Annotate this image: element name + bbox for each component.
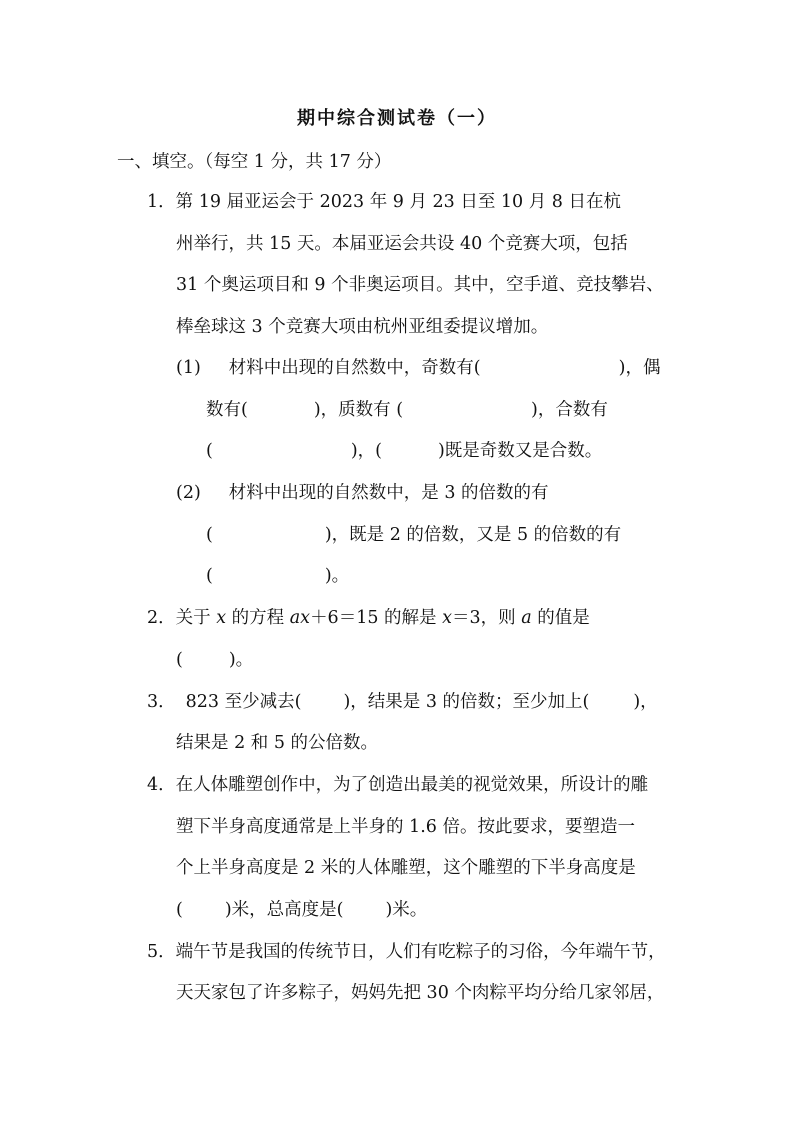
q1-sub1-text-b: )，偶 <box>618 358 661 378</box>
q4-l4-c: )米。 <box>385 900 428 920</box>
q1-sub2-label: (2) <box>176 483 201 503</box>
q1-sub2-line3 <box>206 564 349 588</box>
q3-part-b: )，结果是 3 的倍数；至少加上( <box>343 692 590 712</box>
q1-sub2-line1 <box>176 481 549 505</box>
q2-mid1: 的方程 <box>231 608 285 628</box>
q2-solution-x: x <box>442 608 452 628</box>
q2-number: 2． <box>147 608 176 628</box>
q5-line2: 天天家包了许多粽子，妈妈先把 30 个肉粽平均分给几家邻居， <box>176 983 665 1003</box>
q1-sub2-l2-a: ( <box>206 525 213 545</box>
q3-line1 <box>147 690 658 714</box>
q1-sub2-line2 <box>206 523 621 547</box>
q3-part-c: )， <box>633 692 658 712</box>
q1-line2: 州举行，共 15 天。本届亚运会共设 40 个竞赛大项，包括 <box>176 234 628 254</box>
q2-mid2: 的解是 <box>384 608 437 628</box>
q2-solution-rest: ＝3，则 <box>452 608 516 628</box>
q1-text-line1: 第 19 届亚运会于 2023 年 9 月 23 日至 10 月 8 日在杭 <box>175 192 622 212</box>
q1-sub2-text-a: 材料中出现的自然数中，是 3 的倍数的有 <box>228 483 549 503</box>
q4-line1 <box>147 773 648 797</box>
q1-sub2-l3-a: ( <box>206 566 213 586</box>
q1-sub1-label: (1) <box>176 358 201 378</box>
q1-sub1-text-a: 材料中出现的自然数中，奇数有( <box>228 358 481 378</box>
q1-line4: 棒垒球这 3 个竞赛大项由杭州亚组委提议增加。 <box>176 317 549 337</box>
q5-line1 <box>147 940 666 964</box>
q1-sub1-l2-c: )，合数有 <box>531 400 608 420</box>
q1-sub1-l2-b: )，质数有 ( <box>313 400 404 420</box>
q3-line2: 结果是 2 和 5 的公倍数。 <box>176 733 379 753</box>
q4-l4-b: )米，总高度是( <box>224 900 344 920</box>
q1-sub1-line3 <box>206 439 602 463</box>
page-title: 期中综合测试卷（一） <box>297 108 497 129</box>
q3-part-a: 823 至少减去( <box>185 692 302 712</box>
q2-l2-b: )。 <box>228 650 254 670</box>
q1-sub1-line1 <box>176 356 660 380</box>
q2-line2 <box>176 648 253 672</box>
q5-text-line1: 端午节是我国的传统节日，人们有吃粽子的习俗，今年端午节， <box>175 942 666 962</box>
q4-line2: 塑下半身高度通常是上半身的 1.6 倍。按此要求，要塑造一 <box>176 817 635 837</box>
q1-sub1-l3-a: ( <box>206 441 213 461</box>
q1-line1 <box>147 190 621 214</box>
q4-line3: 个上半身高度是 2 米的人体雕塑，这个雕塑的下半身高度是 <box>176 858 636 878</box>
q1-number: 1． <box>147 192 176 212</box>
q2-l2-a: ( <box>176 650 183 670</box>
q2-equation-rest: ＋6＝15 <box>310 608 379 628</box>
q4-l4-a: ( <box>176 900 183 920</box>
q5-number: 5． <box>147 942 176 962</box>
q4-text-line1: 在人体雕塑创作中，为了创造出最美的视觉效果，所设计的雕 <box>175 775 649 795</box>
q1-sub1-l3-c: )既是奇数又是合数。 <box>437 441 603 461</box>
q4-number: 4． <box>147 775 176 795</box>
q2-pre: 关于 <box>175 608 211 628</box>
q2-post: 的值是 <box>537 608 590 628</box>
q2-line1 <box>147 606 590 630</box>
q2-var-x: x <box>216 608 227 628</box>
q4-line4 <box>176 898 427 922</box>
q2-var-a: a <box>521 608 532 628</box>
q1-sub1-l3-b: )，( <box>350 441 382 461</box>
q1-sub1-l2-a: 数有( <box>206 400 248 420</box>
q2-equation-ax: ax <box>289 608 311 628</box>
q1-line3: 31 个奥运项目和 9 个非奥运项目。其中，空手道、竞技攀岩、 <box>176 275 664 295</box>
q1-sub1-line2 <box>206 398 608 422</box>
q1-sub2-l3-b: )。 <box>324 566 350 586</box>
q3-number: 3． <box>147 692 176 712</box>
section-heading: 一、填空。（每空 1 分，共 17 分） <box>117 152 392 172</box>
q1-sub2-l2-b: )，既是 2 的倍数，又是 5 的倍数的有 <box>324 525 622 545</box>
